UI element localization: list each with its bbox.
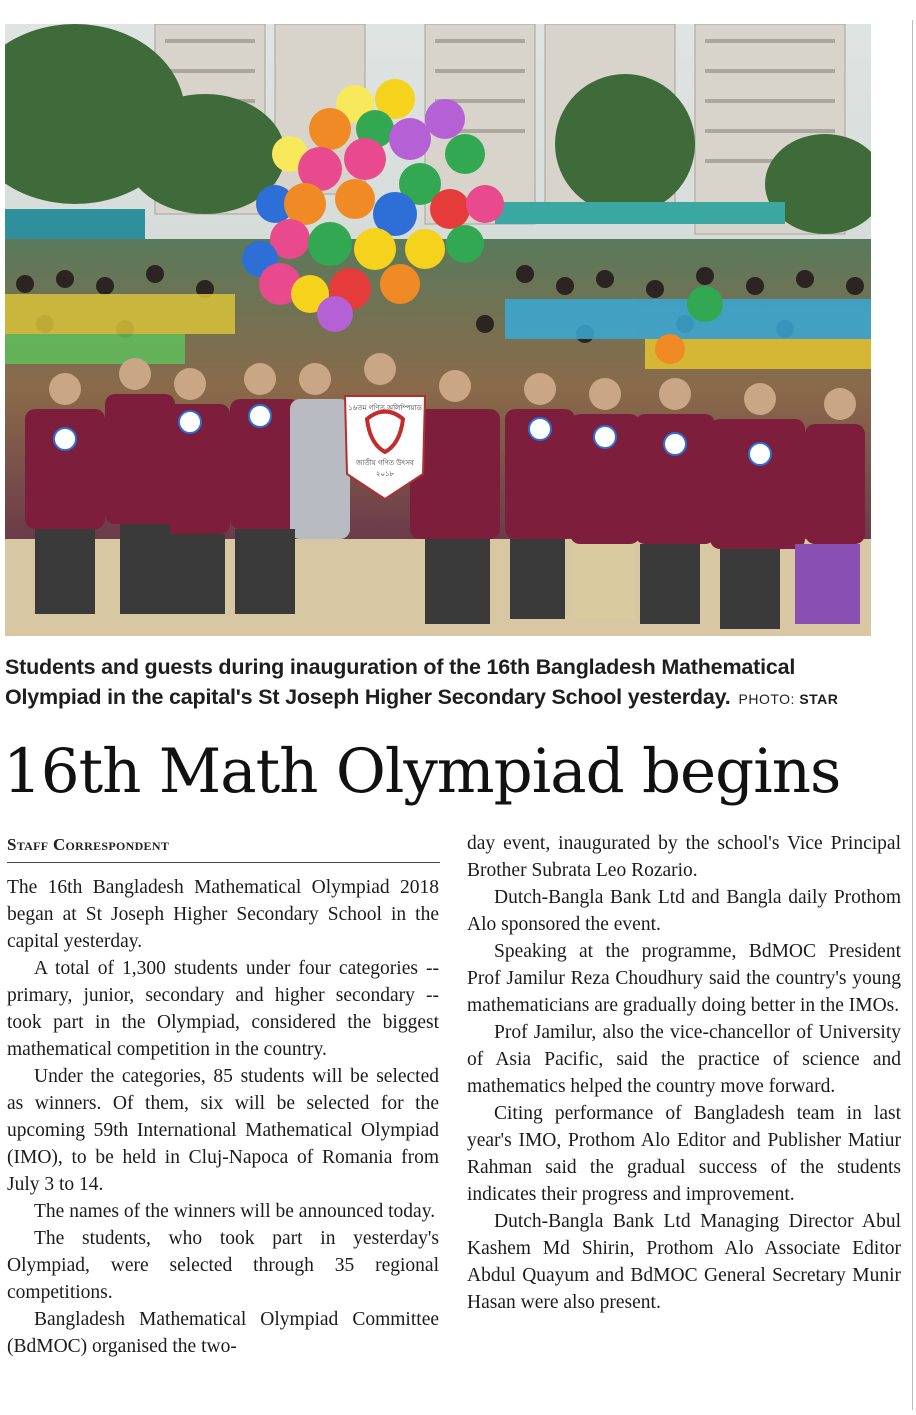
paragraph: Speaking at the programme, BdMOC President Prof Jamilur Reza Choudhury said the country's young mathematicians are gradually doing better in the IMOs. — [467, 941, 901, 1016]
paragraph: Dutch-Bangla Bank Ltd Managing Director Abul Kashem Md Shirin, Prothom Alo Associate Editor Abdul Quayum and BdMOC General Secretary Munir Hasan were also present. — [467, 1211, 901, 1313]
headline: 16th Math Olympiad begins — [3, 736, 841, 807]
paragraph: The students, who took part in yesterday's Olympiad, were selected through 35 regional competitions. — [7, 1228, 439, 1303]
byline-rule — [7, 862, 440, 863]
photo-caption — [5, 652, 885, 714]
pennant-title: ১৬তম গণিত অলিম্পিয়াড — [348, 404, 422, 412]
photo-credit-prefix: PHOTO: — [738, 691, 795, 707]
paragraph: Under the categories, 85 students will be selected as winners. Of them, six will be selected for the upcoming 59th International Mathematical Olympiad (IMO), to be held in Cluj-Napoca of Romania from July 3 to 14. — [7, 1066, 439, 1195]
paragraph: Prof Jamilur, also the vice-chancellor of University of Asia Pacific, said the practice of science and mathematics helped the country move forward. — [467, 1022, 901, 1097]
paragraph: A total of 1,300 students under four categories -- primary, junior, secondary and higher secondary -- took part in the Olympiad, considered the biggest mathematical competition in the country. — [7, 958, 439, 1060]
paragraph: Bangladesh Mathematical Olympiad Committee (BdMOC) organised the two- — [7, 1309, 439, 1357]
byline-text: Staff Correspondent — [7, 835, 170, 854]
pennant-year: ২০১৮ — [375, 470, 395, 478]
paragraph: The 16th Bangladesh Mathematical Olympiad 2018 began at St Joseph Higher Secondary School in the capital yesterday. — [7, 877, 439, 952]
pennant-subtitle: জাতীয় গণিত উৎসব — [356, 459, 414, 467]
paragraph: The names of the winners will be announced today. — [34, 1201, 436, 1222]
byline — [7, 835, 169, 855]
photo-credit — [739, 691, 839, 707]
page-edge-rule — [912, 20, 913, 1410]
article-column-1 — [7, 874, 439, 1360]
photo-credit-name: STAR — [799, 691, 839, 707]
paragraph: day event, inaugurated by the school's Vice Principal Brother Subrata Leo Rozario. — [467, 833, 901, 881]
article-column-2 — [467, 830, 901, 1316]
paragraph: Citing performance of Bangladesh team in last year's IMO, Prothom Alo Editor and Publisher Matiur Rahman said the gradual success of the students indicates their progress and improvement. — [467, 1103, 901, 1205]
caption-text: Students and guests during inauguration of the 16th Bangladesh Mathematical Olympiad in the capital's St Joseph Higher Secondary School yesterday. — [5, 655, 796, 709]
photo-illustration — [5, 24, 871, 636]
news-photo — [5, 24, 871, 636]
paragraph: Dutch-Bangla Bank Ltd and Bangla daily Prothom Alo sponsored the event. — [467, 887, 901, 935]
